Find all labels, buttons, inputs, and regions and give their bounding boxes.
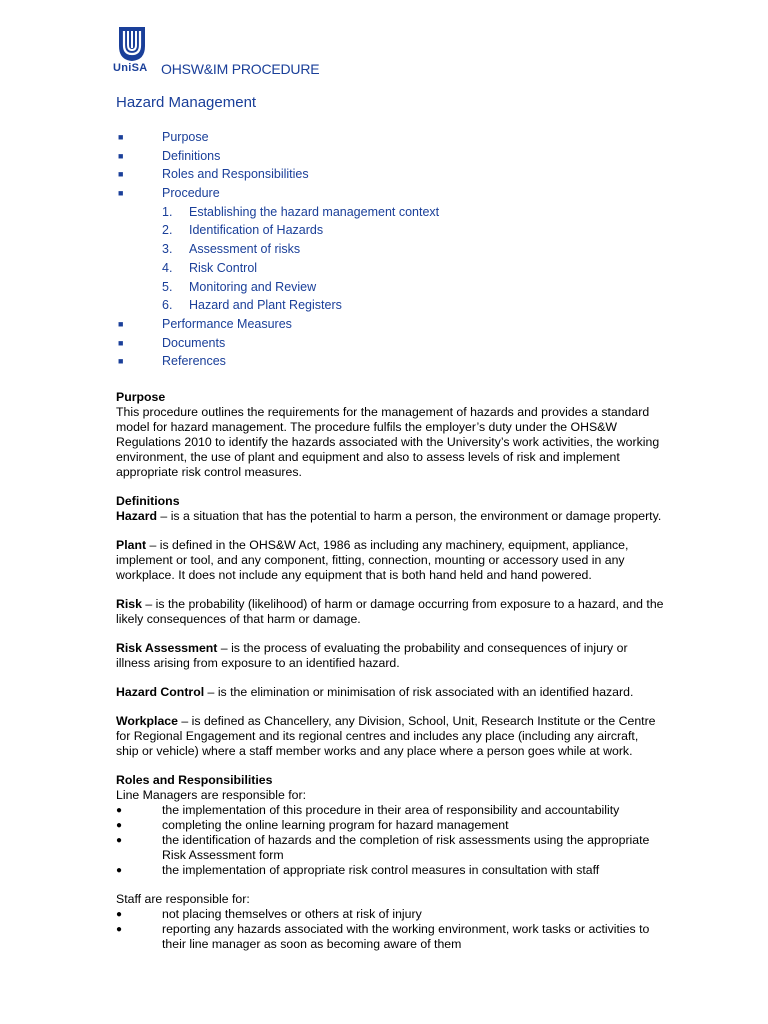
list-item — [116, 818, 664, 833]
toc-link[interactable]: Establishing the hazard management context — [189, 204, 440, 219]
procedure-header: OHSW&IM PROCEDURE — [161, 61, 320, 77]
toc-subitem-number: 6. — [162, 298, 173, 313]
toc-link[interactable]: References — [162, 354, 226, 369]
definition-term: Risk — [116, 597, 142, 611]
toc-subitem[interactable] — [116, 260, 676, 279]
logo-text: UniSA — [113, 62, 148, 74]
definition-text: – is defined as Chancellery, any Division, School, Unit, Research Institute or the Centre for Regional Engagement and its regional centres and includes any place (including any aircraft, ship or vehicle) where a staff member works and any place where a person goes while at work. — [116, 714, 656, 758]
toc-item-definitions[interactable] — [116, 148, 676, 167]
definition-term: Risk Assessment — [116, 641, 218, 655]
toc-link[interactable]: Monitoring and Review — [189, 279, 317, 294]
list-item — [116, 863, 664, 878]
list-item — [116, 907, 664, 922]
toc-subitem-number: 2. — [162, 223, 173, 238]
bullet-icon: ● — [116, 820, 123, 831]
toc-subitem[interactable] — [116, 204, 676, 223]
square-bullet-icon: ■ — [118, 356, 124, 367]
bullet-icon: ● — [116, 865, 123, 876]
definition-text: – is the process of evaluating the probability and consequences of injury or illness arising from exposure to an identified hazard. — [116, 641, 628, 670]
list-item — [116, 833, 664, 863]
toc-link[interactable]: Identification of Hazards — [189, 223, 324, 238]
list-item — [116, 803, 664, 818]
toc-item-performance[interactable] — [116, 316, 676, 335]
bullet-icon: ● — [116, 835, 123, 846]
toc-link[interactable]: Roles and Responsibilities — [162, 167, 309, 182]
toc-subitem[interactable] — [116, 241, 676, 260]
toc-link[interactable]: Purpose — [162, 130, 209, 144]
staff-list — [116, 907, 664, 952]
toc-subitem[interactable] — [116, 297, 676, 316]
managers-list — [116, 803, 664, 878]
square-bullet-icon: ■ — [118, 132, 124, 142]
toc-link[interactable]: Hazard and Plant Registers — [189, 298, 342, 313]
definition-term: Workplace — [116, 714, 178, 728]
list-item-text: not placing themselves or others at risk of injury — [162, 907, 422, 921]
definition-text: – is the probability (likelihood) of harm or damage occurring from exposure to a hazard, and the likely consequences of that harm or damage. — [116, 597, 664, 626]
roles-heading: Roles and Responsibilities — [116, 773, 273, 787]
definition-text: – is a situation that has the potential to harm a person, the environment or damage property. — [157, 509, 662, 523]
definitions-heading: Definitions — [116, 494, 180, 508]
definition-hazard — [116, 509, 664, 524]
definition-term: Hazard — [116, 509, 158, 523]
staff-intro: Staff are responsible for: — [116, 892, 250, 906]
definition-plant — [116, 538, 664, 583]
definition-term: Hazard Control — [116, 685, 205, 699]
unisa-shield-icon — [118, 26, 146, 62]
toc-subitem-number: 3. — [162, 242, 173, 257]
bullet-icon: ● — [116, 805, 123, 816]
managers-intro: Line Managers are responsible for: — [116, 788, 307, 802]
toc-item-purpose[interactable] — [116, 129, 676, 148]
definition-text: – is the elimination or minimisation of risk associated with an identified hazard. — [204, 685, 634, 699]
list-item-text: the implementation of appropriate risk control measures in consultation with staff — [162, 863, 600, 877]
definition-hazard-control — [116, 685, 664, 700]
definition-workplace — [116, 714, 664, 759]
list-item-text: reporting any hazards associated with the working environment, work tasks or activities to their line manager as soon as becoming aware of them — [162, 922, 650, 951]
document-body — [116, 390, 664, 952]
toc-subitem[interactable] — [116, 222, 676, 241]
bullet-icon: ● — [116, 909, 123, 920]
toc-link[interactable]: Performance Measures — [162, 316, 292, 331]
toc-subitem-number: 4. — [162, 260, 173, 275]
toc-item-references[interactable] — [116, 353, 676, 372]
toc-link[interactable]: Definitions — [162, 148, 221, 163]
square-bullet-icon: ■ — [118, 169, 124, 180]
document-title: Hazard Management — [116, 94, 257, 111]
unisa-logo — [113, 26, 151, 76]
definition-risk — [116, 597, 664, 627]
square-bullet-icon: ■ — [118, 188, 124, 199]
definition-text: – is defined in the OHS&W Act, 1986 as including any machinery, equipment, appliance, implement or tool, and any component, fitting, connection, mounting or accessory used in any workplace. It does not include any equipment that is both hand held and hand powered. — [116, 538, 629, 582]
toc-link[interactable]: Risk Control — [189, 260, 258, 275]
toc-link[interactable]: Procedure — [162, 186, 220, 201]
square-bullet-icon: ■ — [118, 150, 124, 161]
toc-subitem-number: 5. — [162, 279, 173, 294]
table-of-contents — [116, 129, 676, 372]
square-bullet-icon: ■ — [118, 318, 124, 329]
bullet-icon: ● — [116, 924, 123, 935]
toc-link[interactable]: Documents — [162, 335, 226, 350]
definition-risk-assessment — [116, 641, 664, 671]
purpose-heading: Purpose — [116, 390, 166, 404]
definition-term: Plant — [116, 538, 147, 552]
list-item-text: the identification of hazards and the completion of risk assessments using the appropriate Risk Assessment form — [162, 833, 650, 862]
toc-item-documents[interactable] — [116, 335, 676, 354]
toc-link[interactable]: Assessment of risks — [189, 242, 301, 257]
square-bullet-icon: ■ — [118, 337, 124, 348]
toc-subitem[interactable] — [116, 279, 676, 298]
list-item — [116, 922, 664, 952]
list-item-text: completing the online learning program for hazard management — [162, 818, 509, 832]
toc-subitem-number: 1. — [162, 204, 173, 219]
list-item-text: the implementation of this procedure in their area of responsibility and accountability — [162, 803, 620, 817]
toc-item-roles[interactable] — [116, 166, 676, 185]
purpose-text: This procedure outlines the requirements for the management of hazards and provides a standard model for hazard management. The procedure fulfils the employer’s duty under the OHS&W Regulations 2010 to identify the hazards associated with the University’s work activities, the working environment, the use of plant and equipment and also to assess levels of risk and implement appropriate risk control measures. — [116, 405, 660, 479]
toc-item-procedure[interactable] — [116, 185, 676, 204]
